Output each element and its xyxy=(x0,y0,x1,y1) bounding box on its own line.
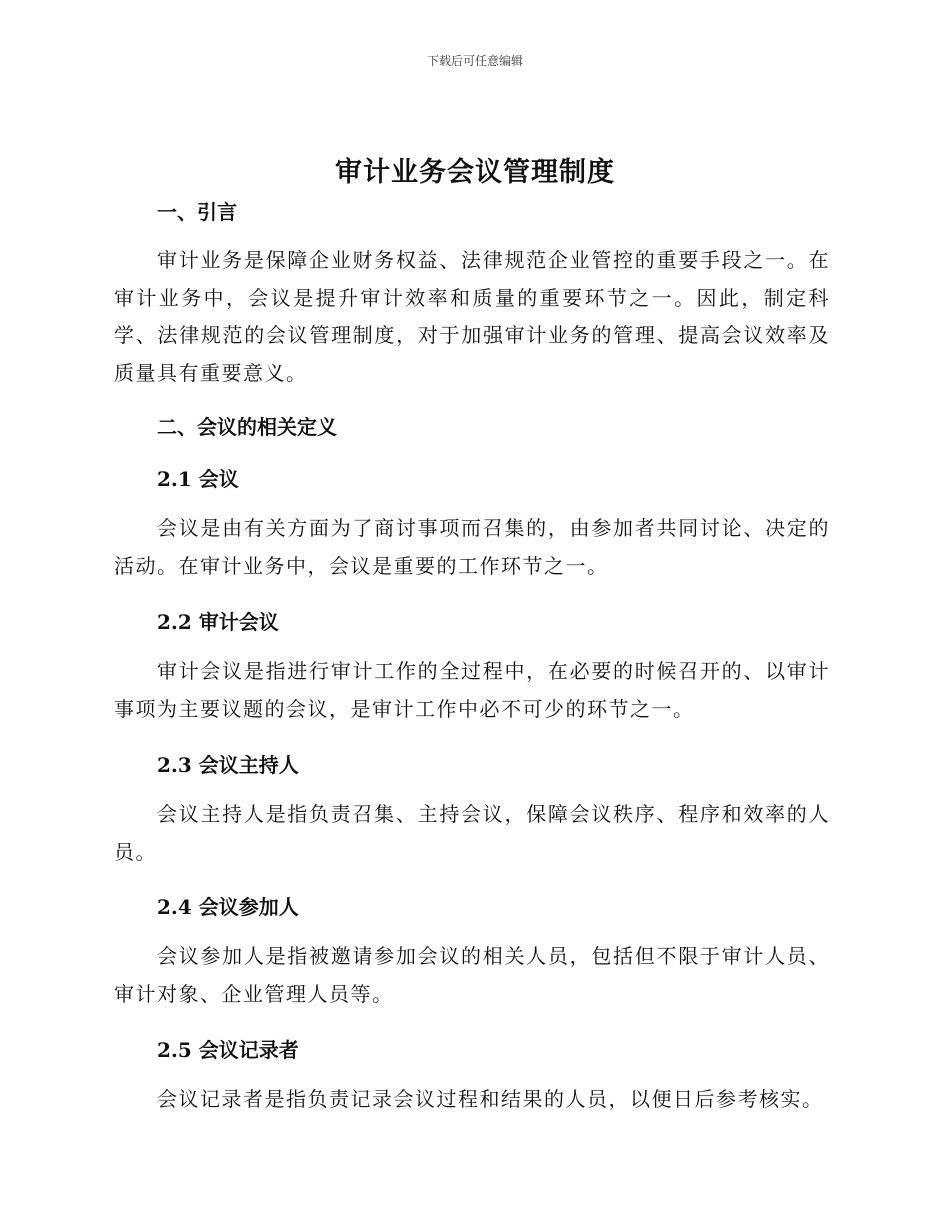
section-paragraph-introduction: 审计业务是保障企业财务权益、法律规范企业管控的重要手段之一。在审计业务中，会议是提升审计效率和质量的重要环节之一。因此，制定科学、法律规范的会议管理制度，对于加强审计业务的管理、提高会议效率及质量具有重要意义。 xyxy=(114,248,830,385)
section-heading-definitions: 二、会议的相关定义 xyxy=(157,415,337,439)
section-heading-2-2: 2.2 审计会议 xyxy=(157,610,279,634)
section-paragraph-2-4: 会议参加人是指被邀请参加会议的相关人员，包括但不限于审计人员、审计对象、企业管理人员等。 xyxy=(114,944,830,1006)
document-title: 审计业务会议管理制度 xyxy=(335,157,615,188)
section-heading-2-1: 2.1 会议 xyxy=(157,467,239,491)
section-heading-2-5: 2.5 会议记录者 xyxy=(157,1038,299,1062)
section-paragraph-2-1: 会议是由有关方面为了商讨事项而召集的，由参加者共同讨论、决定的活动。在审计业务中，会议是重要的工作环节之一。 xyxy=(114,516,830,578)
page-header-note: 下载后可任意编辑 xyxy=(426,54,523,68)
section-paragraph-2-2: 审计会议是指进行审计工作的全过程中，在必要的时候召开的、以审计事项为主要议题的会议，是审计工作中必不可少的环节之一。 xyxy=(114,659,830,721)
section-paragraph-2-5: 会议记录者是指负责记录会议过程和结果的人员，以便日后参考核实。 xyxy=(157,1087,824,1111)
section-heading-2-4: 2.4 会议参加人 xyxy=(157,895,299,919)
section-heading-2-3: 2.3 会议主持人 xyxy=(157,753,299,777)
section-heading-introduction: 一、引言 xyxy=(157,200,237,224)
section-paragraph-2-3: 会议主持人是指负责召集、主持会议，保障会议秩序、程序和效率的人员。 xyxy=(114,802,830,864)
